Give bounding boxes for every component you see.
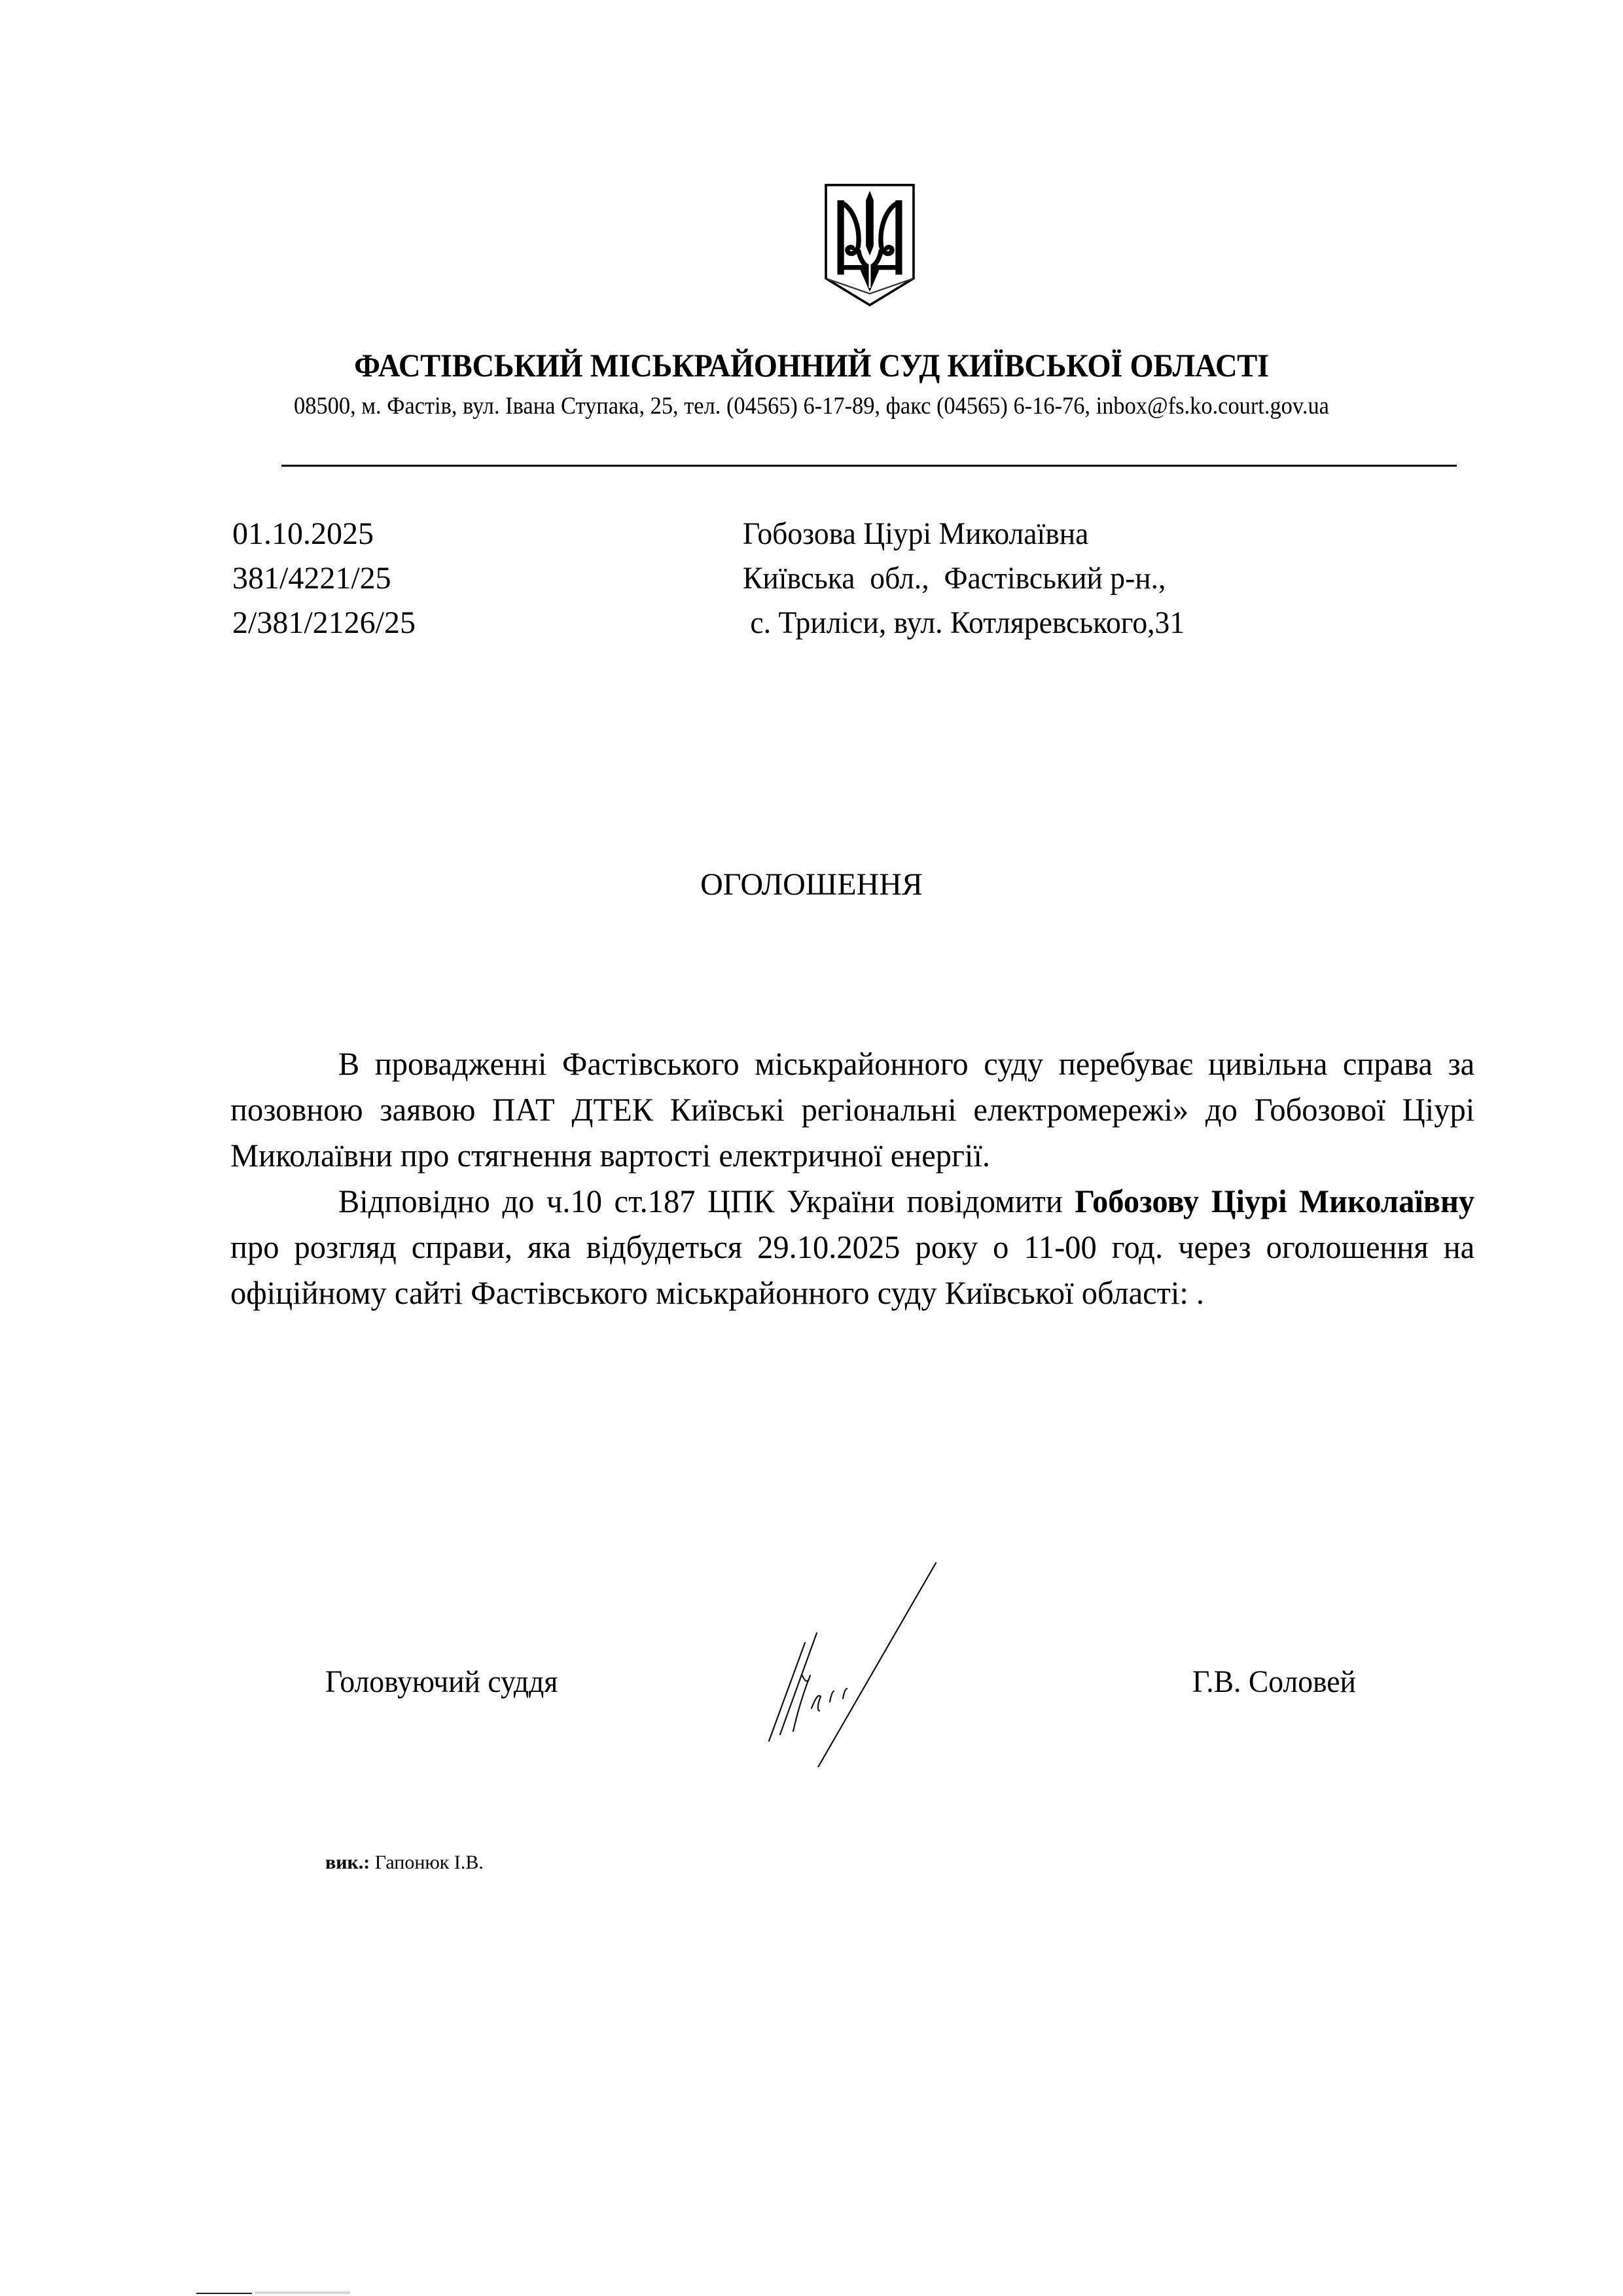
scan-artifact bbox=[196, 2293, 252, 2294]
court-address: 08500, м. Фастів, вул. Івана Ступака, 25, тел. (04565) 6-17-89, факс (04565) 6-16-76, inbox@fs.ko.court.gov.ua bbox=[294, 393, 1329, 420]
recipient-block bbox=[743, 512, 1185, 645]
ukraine-coat-of-arms-icon bbox=[822, 179, 918, 309]
outgoing-number: 381/4221/25 bbox=[232, 561, 391, 596]
document-body bbox=[230, 1041, 1513, 1316]
executor-line bbox=[325, 1850, 484, 1876]
body-paragraph-2 bbox=[230, 1178, 1474, 1316]
court-name: ФАСТІВСЬКИЙ МІСЬКРАЙОННИЙ СУД КИЇВСЬКОЇ ОБЛАСТІ bbox=[354, 347, 1269, 384]
recipient-address-line-1: Київська обл., Фастівський р-н., bbox=[743, 561, 1166, 596]
handwritten-signature-icon bbox=[740, 1551, 1014, 1767]
recipient-address-line-2: с. Триліси, вул. Котляревського,31 bbox=[743, 605, 1185, 640]
signer-name: Г.В. Соловей bbox=[1192, 1664, 1356, 1699]
paragraph-2-suffix: про розгляд справи, яка відбудеться 29.10.2025 року о 11-00 год. через оголошення на офіційному сайті Фастівського міськрайонного суду Київської області: . bbox=[230, 1229, 1475, 1311]
case-number: 2/381/2126/25 bbox=[232, 605, 416, 640]
defendant-name-bold: Гобозову Ціурі Миколаївну bbox=[1075, 1183, 1475, 1219]
paragraph-2-prefix: Відповідно до ч.10 ст.187 ЦПК України повідомити bbox=[338, 1183, 1075, 1219]
document-date: 01.10.2025 bbox=[232, 516, 374, 551]
executor-name: Гапонюк І.В. bbox=[370, 1852, 484, 1873]
scan-artifact-faint bbox=[255, 2291, 350, 2294]
recipient-name: Гобозова Ціурі Миколаївна bbox=[743, 516, 1089, 551]
document-meta bbox=[232, 512, 416, 645]
document-title: ОГОЛОШЕННЯ bbox=[700, 867, 923, 902]
header-divider bbox=[281, 465, 1457, 467]
signer-role: Головуючий суддя bbox=[325, 1664, 558, 1699]
executor-label: вик.: bbox=[325, 1852, 370, 1873]
body-paragraph-1: В провадженні Фастівського міськрайонного суду перебуває цивільна справа за позовною заявою ПАТ ДТЕК Київські регіональні електромережі» до Гобозової Ціурі Миколаївни про стягнення вартості електричної енергії. bbox=[230, 1045, 1475, 1174]
